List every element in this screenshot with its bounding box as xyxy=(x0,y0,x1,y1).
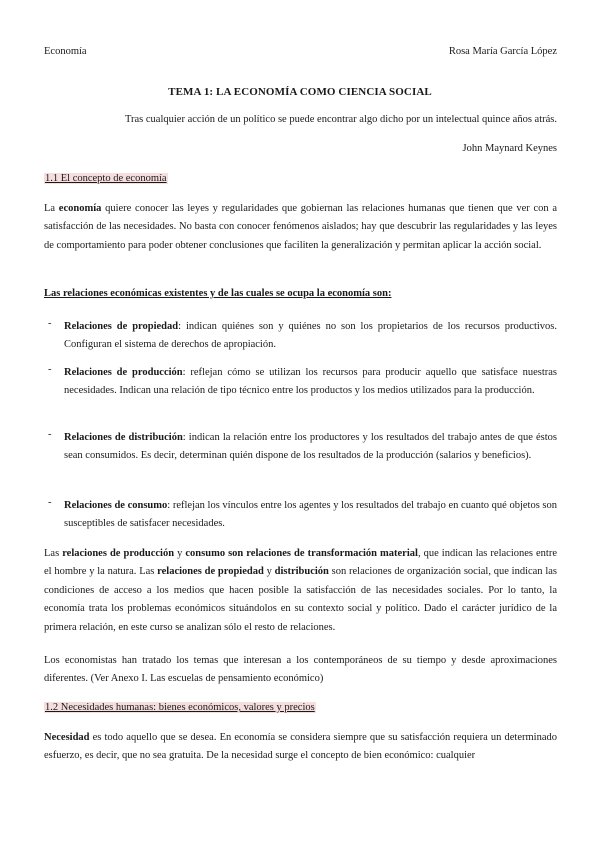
text-run: La xyxy=(44,203,59,214)
text-run: quiere conocer las leyes y regularidades que gobiernan las relaciones humanas que tienen que ver con a satisfacción de las necesidades. No basta con conocer fenómenos aislados; hay que descubrir las regularidades y las leyes de comportamiento para poder obtener conclusiones que faciliten la generalización y permitan aplicar la acción social. xyxy=(44,203,557,251)
paragraph-necesidad xyxy=(44,729,557,766)
list-item-text xyxy=(64,497,557,534)
text-run: son relaciones de organización social, que indican las condiciones de acceso a los medios que hacen posible la satisfacción de las necesidades sociales. Por lo tanto, la economía trata los problemas económicos situándolos en su contexto social y político. Dado el carácter jurídico de la primera relación, en este curso se analizan sólo el resto de relaciones. xyxy=(44,566,557,633)
list-dash: - xyxy=(48,497,52,508)
text-run: y xyxy=(263,566,275,578)
text-run: y xyxy=(174,548,186,559)
paragraph-economists: Los economistas han tratado los temas que interesan a los contemporáneos de su tiempo y desde aproximaciones diferentes. (Ver Anexo I. Las escuelas de pensamiento económico) xyxy=(44,655,557,685)
term-necesidad: Necesidad xyxy=(44,732,90,743)
text-bold: distribución xyxy=(274,566,329,578)
list-dash: - xyxy=(48,429,52,440)
term-economia: economía xyxy=(58,203,102,214)
list-item-term: Relaciones de propiedad xyxy=(64,321,179,332)
header-subject: Economía xyxy=(44,46,87,57)
page-title: TEMA 1: LA ECONOMÍA COMO CIENCIA SOCIAL xyxy=(168,86,432,98)
list-item-term: Relaciones de consumo xyxy=(64,500,168,511)
list-dash: - xyxy=(48,318,52,329)
list-item-desc: : indican quiénes son y quiénes no son los propietarios de los recursos productivos. Configuran el sistema de derechos de apropiación. xyxy=(64,321,558,351)
list-item-desc: : indican la relación entre los productores y los resultados del trabajo antes de que éstos sean consumidos. Es decir, determinan quién dispone de los resultados de la producción (salarios y beneficios). xyxy=(64,432,557,462)
paragraph-economy-definition xyxy=(44,200,557,255)
text-bold: consumo son relaciones de transformación material xyxy=(185,548,418,559)
epigraph-quote: Tras cualquier acción de un político se puede encontrar algo dicho por un intelectual quince años atrás. xyxy=(124,114,557,125)
list-item-text xyxy=(64,429,557,466)
list-item-term: Relaciones de distribución xyxy=(64,432,183,443)
text-run: Las xyxy=(44,548,63,559)
section-heading-1-2: 1.2 Necesidades humanas: bienes económicos, valores y precios xyxy=(45,702,315,713)
header-author: Rosa María García López xyxy=(448,46,557,57)
paragraph-relations-summary xyxy=(44,545,557,637)
list-item-desc: : reflejan cómo se utilizan los recursos para producir aquello que satisface nuestras necesidades. Indican una relación de tipo técnico entre los productos y los medios utilizados para la producción. xyxy=(64,367,557,397)
text-bold: relaciones de producción xyxy=(62,548,175,559)
list-item-text xyxy=(64,364,557,401)
section-heading-1-1: 1.1 El concepto de economía xyxy=(45,173,167,184)
text-run: , que indican las relaciones entre el hombre y la natura. Las xyxy=(44,548,558,578)
subheading-relations: Las relaciones económicas existentes y de las cuales se ocupa la economía son: xyxy=(44,288,392,299)
list-dash: - xyxy=(48,364,52,375)
list-item-text xyxy=(64,318,557,355)
text-run: es todo aquello que se desea. En economía se considera siempre que su satisfacción requiera un determinado esfuerzo, es decir, que no sea gratuita. De la necesidad surge el concepto de bien económico: cualquier xyxy=(44,732,557,762)
list-item-term: Relaciones de producción xyxy=(64,367,183,378)
text-bold: relaciones de propiedad xyxy=(157,566,264,578)
epigraph-author: John Maynard Keynes xyxy=(462,143,557,154)
list-item-desc: : reflejan los vínculos entre los agentes y los resultados del trabajo en cuanto qué objetos son susceptibles de satisfacer necesidades. xyxy=(64,500,558,530)
